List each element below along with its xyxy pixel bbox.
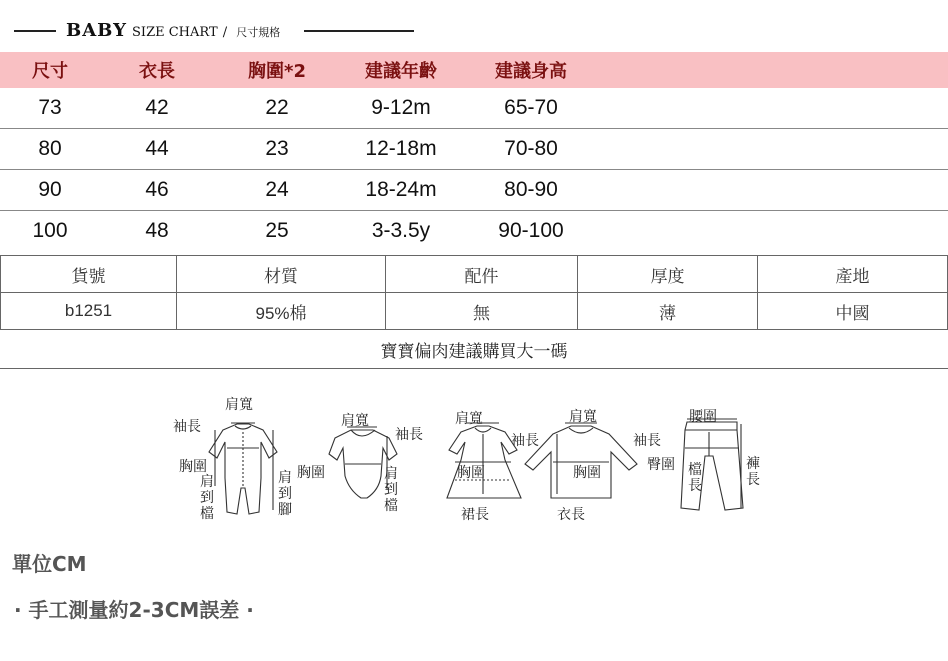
cell-chest: 24 bbox=[265, 178, 289, 201]
info-header-thickness: 厚度 bbox=[578, 256, 758, 293]
title-text bbox=[66, 20, 280, 41]
cell-age: 18-24m bbox=[365, 178, 437, 201]
size-table-header bbox=[0, 52, 948, 88]
sizing-note: 寶寶偏肉建議購買大一碼 bbox=[0, 330, 948, 369]
cell-chest: 23 bbox=[265, 137, 289, 160]
dress-icon bbox=[447, 423, 521, 498]
cell-size: 100 bbox=[32, 219, 68, 242]
dress-shoulder-label: 肩寬 bbox=[455, 411, 483, 427]
info-item-no: b1251 bbox=[1, 293, 177, 330]
info-header-item-no: 貨號 bbox=[1, 256, 177, 293]
romper-chest-label: 胸圍 bbox=[179, 459, 207, 475]
info-thickness: 薄 bbox=[578, 293, 758, 330]
cell-age: 12-18m bbox=[365, 137, 437, 160]
cell-age: 3-3.5y bbox=[371, 219, 431, 242]
cell-size: 80 bbox=[38, 137, 62, 160]
romper-shoulder-to-foot-label: 肩到腳 bbox=[278, 470, 292, 518]
header-age: 建議年齡 bbox=[365, 61, 437, 82]
title-line-left bbox=[14, 30, 56, 32]
cell-height: 65-70 bbox=[504, 96, 558, 119]
cell-length: 48 bbox=[145, 219, 169, 242]
top-shoulder-label: 肩寬 bbox=[569, 409, 597, 425]
unit-label: 單位CM bbox=[12, 552, 87, 576]
pants-length-label: 褲長 bbox=[746, 456, 760, 488]
romper-sleeve-label: 袖長 bbox=[173, 419, 201, 435]
cell-height: 90-100 bbox=[498, 219, 564, 242]
info-header-row bbox=[1, 256, 948, 293]
dress-chest-label: 胸圍 bbox=[457, 465, 485, 481]
info-origin: 中國 bbox=[758, 293, 948, 330]
header-chest: 胸圍*2 bbox=[248, 61, 306, 82]
table-row bbox=[0, 88, 948, 129]
title-brand: BABY bbox=[66, 20, 127, 41]
title-separator: / bbox=[222, 25, 228, 40]
cell-size: 73 bbox=[38, 96, 62, 119]
romper-long-icon bbox=[209, 423, 277, 514]
info-material: 95%棉 bbox=[177, 293, 386, 330]
cell-age: 9-12m bbox=[371, 96, 431, 119]
cell-size: 90 bbox=[38, 178, 62, 201]
bodysuit-sleeve-label: 袖長 bbox=[395, 427, 423, 443]
tolerance-note: · 手工測量約2-3CM誤差 · bbox=[14, 598, 254, 622]
cell-length: 44 bbox=[145, 137, 169, 160]
table-row bbox=[0, 211, 948, 251]
cell-height: 70-80 bbox=[504, 137, 558, 160]
info-accessory: 無 bbox=[386, 293, 578, 330]
dress-skirt-length-label: 裙長 bbox=[461, 507, 489, 523]
pants-crotch-label: 檔長 bbox=[688, 462, 702, 494]
cell-height: 80-90 bbox=[504, 178, 558, 201]
header-size: 尺寸 bbox=[32, 61, 68, 82]
pants-waist-label: 腰圍 bbox=[689, 409, 717, 425]
bodysuit-chest-label: 胸圍 bbox=[297, 465, 325, 481]
bodysuit-shoulder-to-crotch-label: 肩到檔 bbox=[384, 466, 398, 514]
info-header-material: 材質 bbox=[177, 256, 386, 293]
cell-length: 42 bbox=[145, 96, 169, 119]
top-length-label: 衣長 bbox=[557, 507, 585, 523]
table-row bbox=[0, 170, 948, 211]
top-icon bbox=[525, 423, 637, 498]
measurement-diagram bbox=[165, 390, 785, 535]
info-value-row bbox=[1, 293, 948, 330]
dress-sleeve-label: 袖長 bbox=[511, 433, 539, 449]
title-line-right bbox=[304, 30, 414, 32]
info-header-accessory: 配件 bbox=[386, 256, 578, 293]
cell-chest: 22 bbox=[265, 96, 289, 119]
cell-length: 46 bbox=[145, 178, 169, 201]
title-bar bbox=[0, 18, 948, 44]
bodysuit-shoulder-label: 肩寬 bbox=[341, 413, 369, 429]
table-row bbox=[0, 129, 948, 170]
top-chest-label: 胸圍 bbox=[573, 465, 601, 481]
romper-shoulder-to-crotch-label: 肩到檔 bbox=[200, 474, 214, 522]
header-length: 衣長 bbox=[139, 61, 175, 82]
info-header-origin: 產地 bbox=[758, 256, 948, 293]
title-chinese: 尺寸規格 bbox=[236, 26, 281, 39]
pants-hip-label: 臀圍 bbox=[647, 457, 675, 473]
product-info-table bbox=[0, 255, 948, 330]
title-subtitle: SIZE CHART bbox=[132, 25, 218, 40]
header-height: 建議身高 bbox=[495, 61, 567, 82]
size-table bbox=[0, 52, 948, 251]
romper-shoulder-label: 肩寬 bbox=[225, 397, 253, 413]
top-sleeve-label: 袖長 bbox=[633, 433, 661, 449]
cell-chest: 25 bbox=[265, 219, 289, 242]
